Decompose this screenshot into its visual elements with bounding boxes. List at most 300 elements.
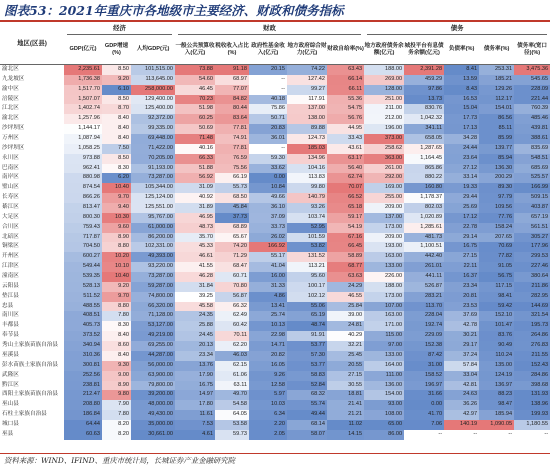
value-cell: 685.69	[514, 164, 550, 174]
value-cell: 91.18	[215, 65, 249, 75]
value-cell: 251.00	[364, 95, 404, 105]
region-cell: 彭水苗族土家族自治县	[0, 361, 64, 371]
value-cell: 196.00	[364, 124, 404, 134]
table-row	[0, 400, 550, 410]
value-cell: 103.74	[287, 213, 327, 223]
value-cell: 22.98	[249, 331, 287, 341]
value-cell: 45.84	[215, 203, 249, 213]
value-cell: 20.13	[175, 341, 215, 351]
value-cell: 10.40	[102, 183, 131, 193]
value-cell: 56.76	[327, 114, 364, 124]
value-cell: 111.00	[364, 371, 404, 381]
value-cell: 40.18	[249, 95, 287, 105]
value-cell: 1,087.94	[64, 134, 102, 144]
value-cell: 18.81	[327, 390, 364, 400]
value-cell: 56.75	[479, 272, 514, 282]
column-header: 负债率(%)	[444, 35, 479, 65]
value-cell: 25.69	[444, 203, 479, 213]
value-cell: 24.44	[444, 144, 479, 154]
value-cell: 15.04	[444, 104, 479, 114]
value-cell: 188.00	[364, 282, 404, 292]
value-cell: 32.21	[327, 341, 364, 351]
value-cell: 98.47	[479, 400, 514, 410]
table-row	[0, 331, 550, 341]
region-cell: 万州区	[0, 134, 64, 144]
value-cell: 70.69	[479, 242, 514, 252]
table-row	[0, 361, 550, 371]
value-cell: 22.78	[444, 223, 479, 233]
value-cell: --	[444, 430, 479, 440]
value-cell: 305.27	[514, 233, 550, 243]
value-cell: 835.69	[514, 144, 550, 154]
value-cell: 23.64	[444, 154, 479, 164]
value-cell: 138.00	[287, 114, 327, 124]
value-cell: 51.88	[175, 164, 215, 174]
value-cell: 8.70	[102, 104, 131, 114]
value-cell: 169.00	[364, 183, 404, 193]
value-cell: 49.44	[287, 410, 327, 420]
value-cell: 880.98	[64, 173, 102, 183]
value-cell: 31.00	[404, 361, 444, 371]
value-cell: 57.84	[444, 361, 479, 371]
value-cell: 59.30	[249, 154, 287, 164]
value-cell: 164.00	[364, 361, 404, 371]
value-cell: 24.45	[175, 331, 215, 341]
value-cell: 9.26	[249, 371, 287, 381]
value-cell: 45.33	[175, 242, 215, 252]
value-cell: 8.50	[102, 65, 131, 75]
value-cell: 44.95	[327, 124, 364, 134]
value-cell: 31.33	[249, 282, 287, 292]
value-cell: 299.53	[514, 252, 550, 262]
value-cell: 44,287.00	[131, 351, 175, 361]
value-cell: 39.25	[175, 292, 215, 302]
value-cell: 16.00	[249, 272, 287, 282]
value-cell: 8.40	[102, 134, 131, 144]
region-column-header: 地区(区县)	[0, 24, 64, 65]
value-cell: 61,000.00	[131, 223, 175, 233]
value-cell: 46.03	[215, 351, 249, 361]
value-cell: 59.42	[479, 302, 514, 312]
value-cell: 91,193.00	[131, 164, 175, 174]
region-cell: 云阳县	[0, 282, 64, 292]
value-cell: 19.33	[444, 183, 479, 193]
value-cell: 36.10	[249, 203, 287, 213]
table-row	[0, 85, 550, 95]
table-row	[0, 213, 550, 223]
value-cell: 140.19	[444, 420, 479, 430]
value-cell: 49,393.00	[131, 252, 175, 262]
value-cell: 1,020.89	[404, 213, 444, 223]
value-cell: 17.80	[175, 400, 215, 410]
value-cell: 321.54	[514, 311, 550, 321]
value-cell: 95.60	[287, 272, 327, 282]
value-cell: 55.73	[215, 183, 249, 193]
value-cell: 188.00	[364, 65, 404, 75]
value-cell: 73,287.00	[131, 272, 175, 282]
value-cell: 135.00	[479, 361, 514, 371]
value-cell: 253.31	[479, 65, 514, 75]
value-cell: 14.71	[249, 341, 287, 351]
value-cell: 30,661.00	[131, 430, 175, 440]
value-cell: 1,402.74	[64, 104, 102, 114]
value-cell: 43.61	[327, 144, 364, 154]
value-cell: 760.39	[514, 104, 550, 114]
value-cell: 68.32	[287, 390, 327, 400]
value-cell: 108.00	[364, 410, 404, 420]
value-cell: 76.59	[215, 154, 249, 164]
value-cell: 8.50	[102, 95, 131, 105]
value-cell: 70.07	[327, 183, 364, 193]
value-cell: 10.20	[102, 252, 131, 262]
region-cell: 巴南区	[0, 164, 64, 174]
value-cell: 221.44	[514, 95, 550, 105]
value-cell: 58.83	[287, 371, 327, 381]
value-cell: 292.00	[364, 173, 404, 183]
value-cell: 144.69	[514, 302, 550, 312]
value-cell: 133.00	[364, 351, 404, 361]
value-cell: 310.36	[64, 351, 102, 361]
value-cell: 252.56	[64, 371, 102, 381]
value-cell: 704.50	[64, 242, 102, 252]
region-cell: 城口县	[0, 420, 64, 430]
value-cell: 1,042.32	[404, 114, 444, 124]
region-cell: 大足区	[0, 213, 64, 223]
value-cell: 113.21	[287, 262, 327, 272]
region-cell: 江津区	[0, 262, 64, 272]
value-cell: 261.01	[404, 262, 444, 272]
table-row	[0, 272, 550, 282]
value-cell: 8.40	[102, 351, 131, 361]
column-header: 财政自给率(%)	[327, 35, 364, 65]
column-header: 税收收入占比(%)	[215, 35, 249, 65]
value-cell: 100.17	[287, 282, 327, 292]
value-cell: 35.70	[175, 233, 215, 243]
value-cell: 102.12	[287, 292, 327, 302]
value-cell: 1,090.05	[479, 420, 514, 430]
value-cell: 373.52	[64, 331, 102, 341]
footer-divider	[0, 453, 550, 454]
region-cell: 巫县	[0, 430, 64, 440]
value-cell: --	[249, 85, 287, 95]
value-cell: 95,767.00	[131, 213, 175, 223]
value-cell: --	[249, 75, 287, 85]
value-cell: 380.64	[514, 272, 550, 282]
value-cell: 66.45	[327, 242, 364, 252]
value-cell: --	[514, 430, 550, 440]
value-cell: 10.03	[249, 400, 287, 410]
value-cell: 68.47	[215, 262, 249, 272]
value-cell: 30.21	[444, 331, 479, 341]
value-cell: 33.62	[249, 164, 287, 174]
region-cell: 永川区	[0, 154, 64, 164]
value-cell: 13.59	[444, 75, 479, 85]
value-cell: 228.04	[404, 311, 444, 321]
table-row	[0, 65, 550, 75]
source-note: 资料来源：WIND、IFIND、重庆市统计局，长城证券产业金融研究院	[4, 456, 236, 465]
value-cell: 1,058.25	[64, 144, 102, 154]
value-cell: 64.44	[64, 420, 102, 430]
value-cell: 99.27	[287, 85, 327, 95]
value-cell: 1,164.45	[404, 154, 444, 164]
value-cell: 137.00	[364, 213, 404, 223]
value-cell: 20.82	[249, 351, 287, 361]
value-cell: 211.55	[514, 351, 550, 361]
table-row	[0, 410, 550, 420]
value-cell: 46.95	[175, 213, 215, 223]
table-row	[0, 341, 550, 351]
value-cell: 7.50	[102, 144, 131, 154]
value-cell: 658.05	[404, 134, 444, 144]
value-cell: 24.81	[327, 321, 364, 331]
value-cell: 9.20	[102, 75, 131, 85]
value-cell: 42.81	[444, 381, 479, 391]
value-cell: 58.07	[287, 430, 327, 440]
value-cell: 29.17	[444, 341, 479, 351]
value-cell: 37.69	[444, 311, 479, 321]
region-cell: 江北区	[0, 104, 64, 114]
value-cell: 53.77	[287, 341, 327, 351]
value-cell: 59.17	[327, 213, 364, 223]
value-cell: 53,127.00	[131, 321, 175, 331]
table-row	[0, 233, 550, 243]
value-cell: 528.13	[64, 282, 102, 292]
value-cell: 46.45	[175, 85, 215, 95]
value-cell: 973.88	[64, 154, 102, 164]
value-cell: 77.81	[215, 144, 249, 154]
table-row	[0, 252, 550, 262]
value-cell: 113.70	[404, 302, 444, 312]
value-cell: 66.32	[215, 302, 249, 312]
value-cell: 48,000.00	[131, 400, 175, 410]
region-cell: 酉阳土家族苗族自治县	[0, 390, 64, 400]
value-cell: 9.30	[102, 361, 131, 371]
value-cell: 36.01	[249, 134, 287, 144]
value-cell: 97.86	[404, 85, 444, 95]
value-cell: 113.83	[287, 173, 327, 183]
value-cell: 129,400.00	[131, 95, 175, 105]
value-cell: 481.73	[404, 233, 444, 243]
value-cell: 511.52	[64, 292, 102, 302]
value-cell: 865.86	[404, 164, 444, 174]
value-cell: 54.58	[215, 400, 249, 410]
value-cell: 85.99	[479, 134, 514, 144]
value-cell: 63.17	[327, 154, 364, 164]
value-cell: 545.65	[514, 75, 550, 85]
table-row	[0, 183, 550, 193]
value-cell: 11.02	[327, 420, 364, 430]
value-cell: 33.04	[444, 371, 479, 381]
value-cell: 1,180.55	[514, 420, 550, 430]
value-cell: 27.15	[327, 371, 364, 381]
value-cell: 56.92	[175, 173, 215, 183]
value-cell: 102,331.00	[131, 242, 175, 252]
value-cell: 125,400.00	[131, 104, 175, 114]
value-cell: 441.11	[404, 272, 444, 282]
value-cell: 52.84	[287, 381, 327, 391]
value-cell: 117.91	[287, 95, 327, 105]
value-cell: 101.47	[479, 321, 514, 331]
column-header: 城投平台有息债务余额(亿元)	[404, 35, 444, 65]
value-cell: 93.00	[364, 400, 404, 410]
table-row	[0, 302, 550, 312]
value-cell: 56.40	[327, 164, 364, 174]
value-cell: 67.16	[327, 233, 364, 243]
value-cell: 212.00	[364, 114, 404, 124]
value-cell: 173.00	[364, 223, 404, 233]
value-cell: 139.77	[479, 144, 514, 154]
value-cell: 264.86	[514, 331, 550, 341]
value-cell: 152.10	[479, 311, 514, 321]
value-cell: 46.55	[327, 292, 364, 302]
value-cell: 16.53	[444, 95, 479, 105]
value-cell: 20.81	[444, 292, 479, 302]
title-divider	[0, 20, 550, 22]
value-cell: 195.73	[514, 321, 550, 331]
value-cell: 17.90	[175, 371, 215, 381]
value-cell: 8.80	[102, 302, 131, 312]
value-cell: 166.92	[249, 242, 287, 252]
value-cell: --	[249, 144, 287, 154]
value-cell: 129.26	[479, 85, 514, 95]
value-cell: 62.49	[215, 311, 249, 321]
value-cell: 717.87	[64, 233, 102, 243]
value-cell: 283.21	[404, 292, 444, 302]
value-cell: 341.11	[404, 124, 444, 134]
value-cell: 54.75	[327, 104, 364, 114]
region-cell: 黔江区	[0, 381, 64, 391]
value-cell: 68.14	[287, 420, 327, 430]
value-cell: 56,000.00	[131, 361, 175, 371]
value-cell: 136.30	[479, 164, 514, 174]
table-row	[0, 203, 550, 213]
region-cell: 合川区	[0, 223, 64, 233]
value-cell: 77.81	[215, 124, 249, 134]
value-cell: 66.11	[327, 85, 364, 95]
value-cell: 269.00	[364, 75, 404, 85]
value-cell: 70,205.00	[131, 154, 175, 164]
table-row	[0, 381, 550, 391]
value-cell: 93.26	[287, 203, 327, 213]
table-row	[0, 282, 550, 292]
value-cell: 561.51	[514, 223, 550, 233]
value-cell: 21.21	[327, 410, 364, 420]
value-cell: 29.14	[444, 233, 479, 243]
value-cell: 70.80	[215, 282, 249, 292]
value-cell: 52.95	[287, 223, 327, 233]
value-cell: 199.93	[514, 410, 550, 420]
value-cell: 29.44	[444, 193, 479, 203]
region-cell: 开州区	[0, 252, 64, 262]
value-cell: 4.61	[175, 430, 215, 440]
value-cell: 24.35	[175, 311, 215, 321]
value-cell: 54.60	[175, 75, 215, 85]
value-cell: 0.00	[249, 173, 287, 183]
value-cell: 68.77	[327, 262, 364, 272]
value-cell: 63.11	[215, 381, 249, 391]
value-cell: 138.96	[514, 400, 550, 410]
column-header: 债务率(%)	[479, 35, 514, 65]
value-cell: 200.29	[479, 173, 514, 183]
column-header: 地方政府债务余额(亿元)	[364, 35, 404, 65]
value-cell: 8.90	[102, 233, 131, 243]
value-cell: 69,255.00	[131, 341, 175, 351]
value-cell: 207.65	[479, 233, 514, 243]
value-cell: 193.00	[364, 242, 404, 252]
value-cell: 41.04	[249, 262, 287, 272]
region-cell: 奉节县	[0, 331, 64, 341]
column-header: 地方政府综合财力(亿元)	[287, 35, 327, 65]
value-cell: 66,320.00	[131, 302, 175, 312]
value-cell: 37.24	[444, 351, 479, 361]
region-cell: 丰都县	[0, 321, 64, 331]
value-cell: 131.93	[514, 390, 550, 400]
value-cell: 93,220.00	[131, 262, 175, 272]
value-cell: 35,000.00	[131, 420, 175, 430]
value-cell: 405.73	[64, 321, 102, 331]
value-cell: 1,257.96	[64, 114, 102, 124]
value-cell: 3,475.36	[514, 65, 550, 75]
region-cell: 南川区	[0, 311, 64, 321]
table-row	[0, 390, 550, 400]
region-cell: 秀山土家族苗族自治县	[0, 341, 64, 351]
value-cell: 33.73	[249, 223, 287, 233]
region-cell: 南岸区	[0, 173, 64, 183]
value-cell: 526.87	[404, 282, 444, 292]
value-cell: 110.24	[479, 351, 514, 361]
value-cell: 373.00	[364, 134, 404, 144]
value-cell: 55.06	[287, 302, 327, 312]
value-cell: 1,287.65	[404, 144, 444, 154]
value-cell: 79,800.00	[131, 381, 175, 391]
value-cell: 70.11	[215, 331, 249, 341]
value-cell: 261.00	[364, 164, 404, 174]
value-cell: 27.15	[444, 252, 479, 262]
value-cell: 53.77	[287, 361, 327, 371]
value-cell: 53.58	[215, 420, 249, 430]
value-cell: 173.00	[364, 292, 404, 302]
value-cell: 17.73	[444, 114, 479, 124]
value-cell: 60.42	[215, 321, 249, 331]
value-cell: 62.20	[215, 341, 249, 351]
value-cell: 22.11	[444, 262, 479, 272]
value-cell: 70.23	[175, 95, 215, 105]
value-cell: 600.27	[64, 252, 102, 262]
value-cell: 13.73	[404, 95, 444, 105]
value-cell: 525.57	[514, 173, 550, 183]
table-row	[0, 262, 550, 272]
value-cell: 86.56	[479, 114, 514, 124]
value-cell: 46.28	[175, 272, 215, 282]
value-cell: 9.20	[102, 282, 131, 292]
value-cell: 66.14	[327, 75, 364, 85]
value-cell: 163.00	[364, 252, 404, 262]
value-cell: 6.20	[102, 173, 131, 183]
value-cell: 136.00	[364, 381, 404, 391]
value-cell: 7.06	[404, 420, 444, 430]
value-cell: 68.50	[215, 193, 249, 203]
region-cell: 铜梁区	[0, 242, 64, 252]
column-header: 政府性基金收入(亿元)	[249, 35, 287, 65]
value-cell: 160.80	[404, 183, 444, 193]
table-row	[0, 144, 550, 154]
value-cell: 77.76	[479, 213, 514, 223]
value-cell: 31.84	[175, 282, 215, 292]
value-cell: 1,178.37	[404, 193, 444, 203]
value-cell: 800.30	[64, 213, 102, 223]
value-cell: 53.82	[287, 242, 327, 252]
value-cell: 128.00	[364, 85, 404, 95]
